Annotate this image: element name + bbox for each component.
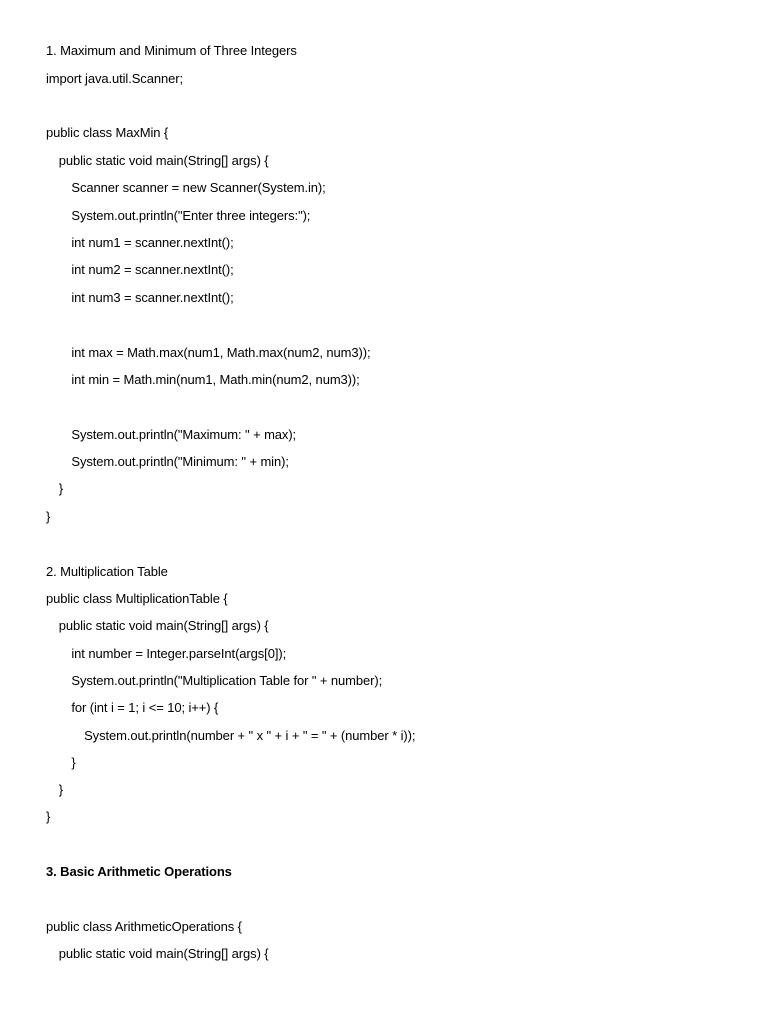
code-line: System.out.println("Minimum: " + min);	[71, 454, 289, 469]
code-line: }	[71, 755, 76, 770]
code-line: }	[58, 481, 63, 496]
code-line: System.out.println("Maximum: " + max);	[71, 427, 297, 442]
code-line: int max = Math.max(num1, Math.max(num2, num3));	[71, 345, 371, 360]
code-line: public static void main(String[] args) {	[58, 153, 269, 168]
code-line: Scanner scanner = new Scanner(System.in);	[71, 180, 326, 195]
code-line: }	[58, 782, 63, 797]
code-line: public class MaxMin {	[46, 125, 169, 140]
code-line: for (int i = 1; i <= 10; i++) {	[71, 700, 219, 715]
code-line: int num1 = scanner.nextInt();	[71, 235, 234, 250]
code-line: System.out.println("Multiplication Table for " + number);	[71, 673, 383, 688]
code-line: System.out.println(number + " x " + i + " = " + (number * i));	[84, 728, 416, 743]
section-heading: 3. Basic Arithmetic Operations	[46, 864, 232, 879]
code-line: int number = Integer.parseInt(args[0]);	[71, 646, 287, 661]
code-line: public class MultiplicationTable {	[46, 591, 228, 606]
code-line: public static void main(String[] args) {	[58, 618, 269, 633]
section-heading: 1. Maximum and Minimum of Three Integers	[46, 43, 297, 58]
code-line: int num2 = scanner.nextInt();	[71, 262, 234, 277]
code-line: public static void main(String[] args) {	[58, 946, 269, 961]
code-line: int min = Math.min(num1, Math.min(num2, num3));	[71, 372, 360, 387]
code-line: }	[46, 509, 51, 524]
code-line: int num3 = scanner.nextInt();	[71, 290, 234, 305]
code-line: public class ArithmeticOperations {	[46, 919, 242, 934]
section-heading: 2. Multiplication Table	[46, 564, 168, 579]
code-line: import java.util.Scanner;	[46, 71, 183, 86]
code-line: System.out.println("Enter three integers:");	[71, 208, 311, 223]
code-line: }	[46, 809, 51, 824]
